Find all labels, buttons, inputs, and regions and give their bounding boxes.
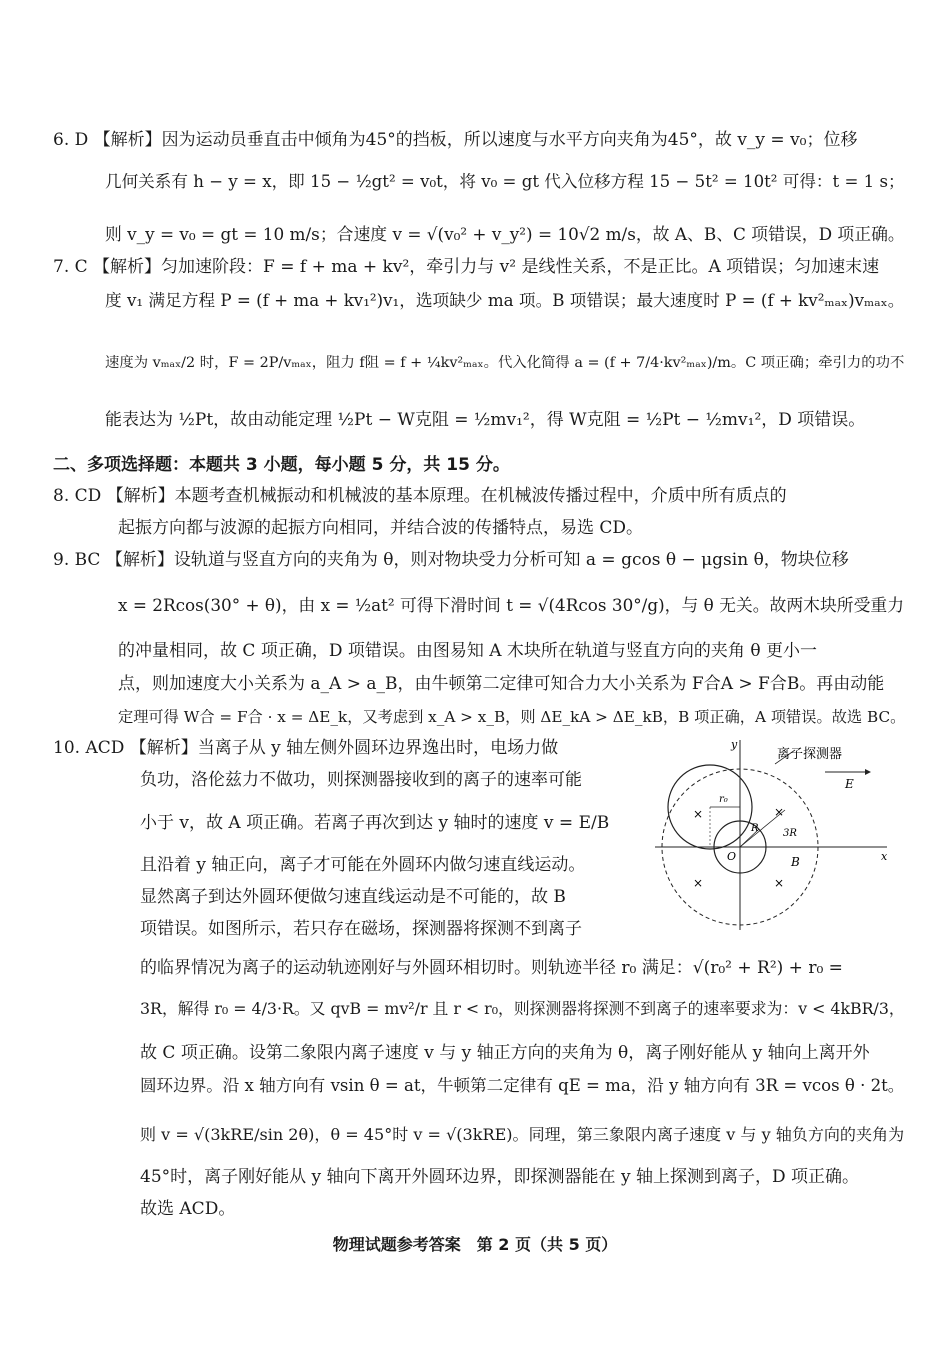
text-line: 的临界情况为离子的运动轨迹刚好与外圆环相切时。则轨迹半径 r₀ 满足：√(r₀² + R²) + r₀ =: [140, 958, 843, 978]
e-field-arrowhead: [865, 769, 871, 775]
text-line: 点，则加速度大小关系为 a_A > a_B，由牛顿第二定律可知合力大小关系为 F合A > F合B。再由动能: [118, 674, 885, 694]
text-line: 起振方向都与波源的起振方向相同，并结合波的传播特点，易选 CD。: [118, 518, 644, 538]
text-line: 定理可得 W合 = F合 · x = ΔE_k，又考虑到 x_A > x_B，则 ΔE_kA > ΔE_kB，B 项正确，A 项错误。故选 BC。: [118, 708, 906, 726]
page-footer: 物理试题参考答案 第 2 页（共 5 页）: [332, 1235, 618, 1254]
text-line: 几何关系有 h − y = x，即 15 − ½gt² = v₀t，将 v₀ = gt 代入位移方程 15 − 5t² = 10t² 可得：t = 1 s；: [105, 172, 905, 191]
text-line: x = 2Rcos(30° + θ)，由 x = ½at² 可得下滑时间 t = √(4Rcos 30°/g)，与 θ 无关。故两木块所受重力: [118, 595, 905, 615]
field-mark-icon: ×: [693, 876, 704, 890]
e-label: E: [845, 777, 854, 791]
text-line: 6. D 【解析】因为运动员垂直击中倾角为45°的挡板，所以速度与水平方向夹角为45°，故 v_y = v₀；位移: [53, 130, 858, 150]
r-label: R: [751, 823, 759, 834]
field-mark-icon: ×: [693, 807, 704, 821]
text-line: 故 C 项正确。设第二象限内离子速度 v 与 y 轴正方向的夹角为 θ，离子刚好能从 y 轴向上离开外: [140, 1043, 870, 1063]
text-line: 则 v = √(3kRE/sin 2θ)，θ = 45°时 v = √(3kRE)。同理，第三象限内离子速度 v 与 y 轴负方向的夹角为: [140, 1125, 905, 1144]
text-line: 小于 v，故 A 项正确。若离子再次到达 y 轴时的速度 v = E/B: [140, 813, 610, 833]
x-axis-label: x: [881, 850, 888, 863]
text-line: 8. CD 【解析】本题考查机械振动和机械波的基本原理。在机械波传播过程中，介质中所有质点的: [53, 486, 787, 506]
text-line: 显然离子到达外圆环便做匀速直线运动是不可能的，故 B: [140, 887, 566, 907]
section-heading: 二、多项选择题：本题共 3 小题，每小题 5 分，共 15 分。: [53, 455, 510, 475]
detector-label: 离子探测器: [777, 747, 843, 762]
r0-label: r₀: [719, 794, 728, 805]
text-line: 故选 ACD。: [140, 1199, 236, 1219]
origin-label: O: [727, 850, 737, 863]
text-line: 圆环边界。沿 x 轴方向有 vsin θ = at，牛顿第二定律有 qE = ma，沿 y 轴方向有 3R = vcos θ · 2t。: [140, 1076, 905, 1095]
b-label: B: [791, 855, 800, 869]
y-axis-label: y: [731, 738, 738, 751]
text-line: 则 v_y = v₀ = gt = 10 m/s；合速度 v = √(v₀² + v_y²) = 10√2 m/s，故 A、B、C 项错误，D 项正确。: [105, 224, 905, 244]
text-line: 10. ACD 【解析】当离子从 y 轴左侧外圆环边界逸出时，电场力做: [53, 738, 559, 758]
text-line: 9. BC 【解析】设轨道与竖直方向的夹角为 θ，则对物块受力分析可知 a = gcos θ − μgsin θ，物块位移: [53, 550, 849, 570]
ion-detector-figure: [655, 732, 895, 932]
field-mark-icon: ×: [774, 805, 785, 819]
text-line: 3R，解得 r₀ = 4/3·R。又 qvB = mv²/r 且 r < r₀，则探测器将探测不到离子的速率要求为：v < 4kBR/3，: [140, 999, 905, 1018]
text-line: 7. C 【解析】匀加速阶段：F = f + ma + kv²，牵引力与 v² 是线性关系，不是正比。A 项错误；匀加速末速: [53, 257, 880, 277]
text-line: 速度为 vₘₐₓ/2 时，F = 2P/vₘₐₓ，阻力 f阻 = f + ¼kv²ₘₐₓ。代入化简得 a = (f + 7/4·kv²ₘₐₓ)/m。C 项正确；牵引力的功不: [105, 355, 905, 371]
field-mark-icon: ×: [774, 876, 785, 890]
3r-label: 3R: [783, 828, 797, 839]
text-line: 的冲量相同，故 C 项正确，D 项错误。由图易知 A 木块所在轨道与竖直方向的夹角 θ 更小一: [118, 641, 817, 661]
text-line: 且沿着 y 轴正向，离子才可能在外圆环内做匀速直线运动。: [140, 855, 586, 875]
text-line: 负功，洛伦兹力不做功，则探测器接收到的离子的速率可能: [140, 770, 582, 790]
text-line: 能表达为 ½Pt，故由动能定理 ½Pt − W克阻 = ½mv₁²，得 W克阻 = ½Pt − ½mv₁²，D 项错误。: [105, 410, 866, 430]
text-line: 45°时，离子刚好能从 y 轴向下离开外圆环边界，即探测器能在 y 轴上探测到离子，D 项正确。: [140, 1167, 859, 1187]
text-line: 度 v₁ 满足方程 P = (f + ma + kv₁²)v₁，选项缺少 ma 项。B 项错误；最大速度时 P = (f + kv²ₘₐₓ)vₘₐₓ。: [105, 291, 905, 310]
text-line: 项错误。如图所示，若只存在磁场，探测器将探测不到离子: [140, 919, 582, 939]
